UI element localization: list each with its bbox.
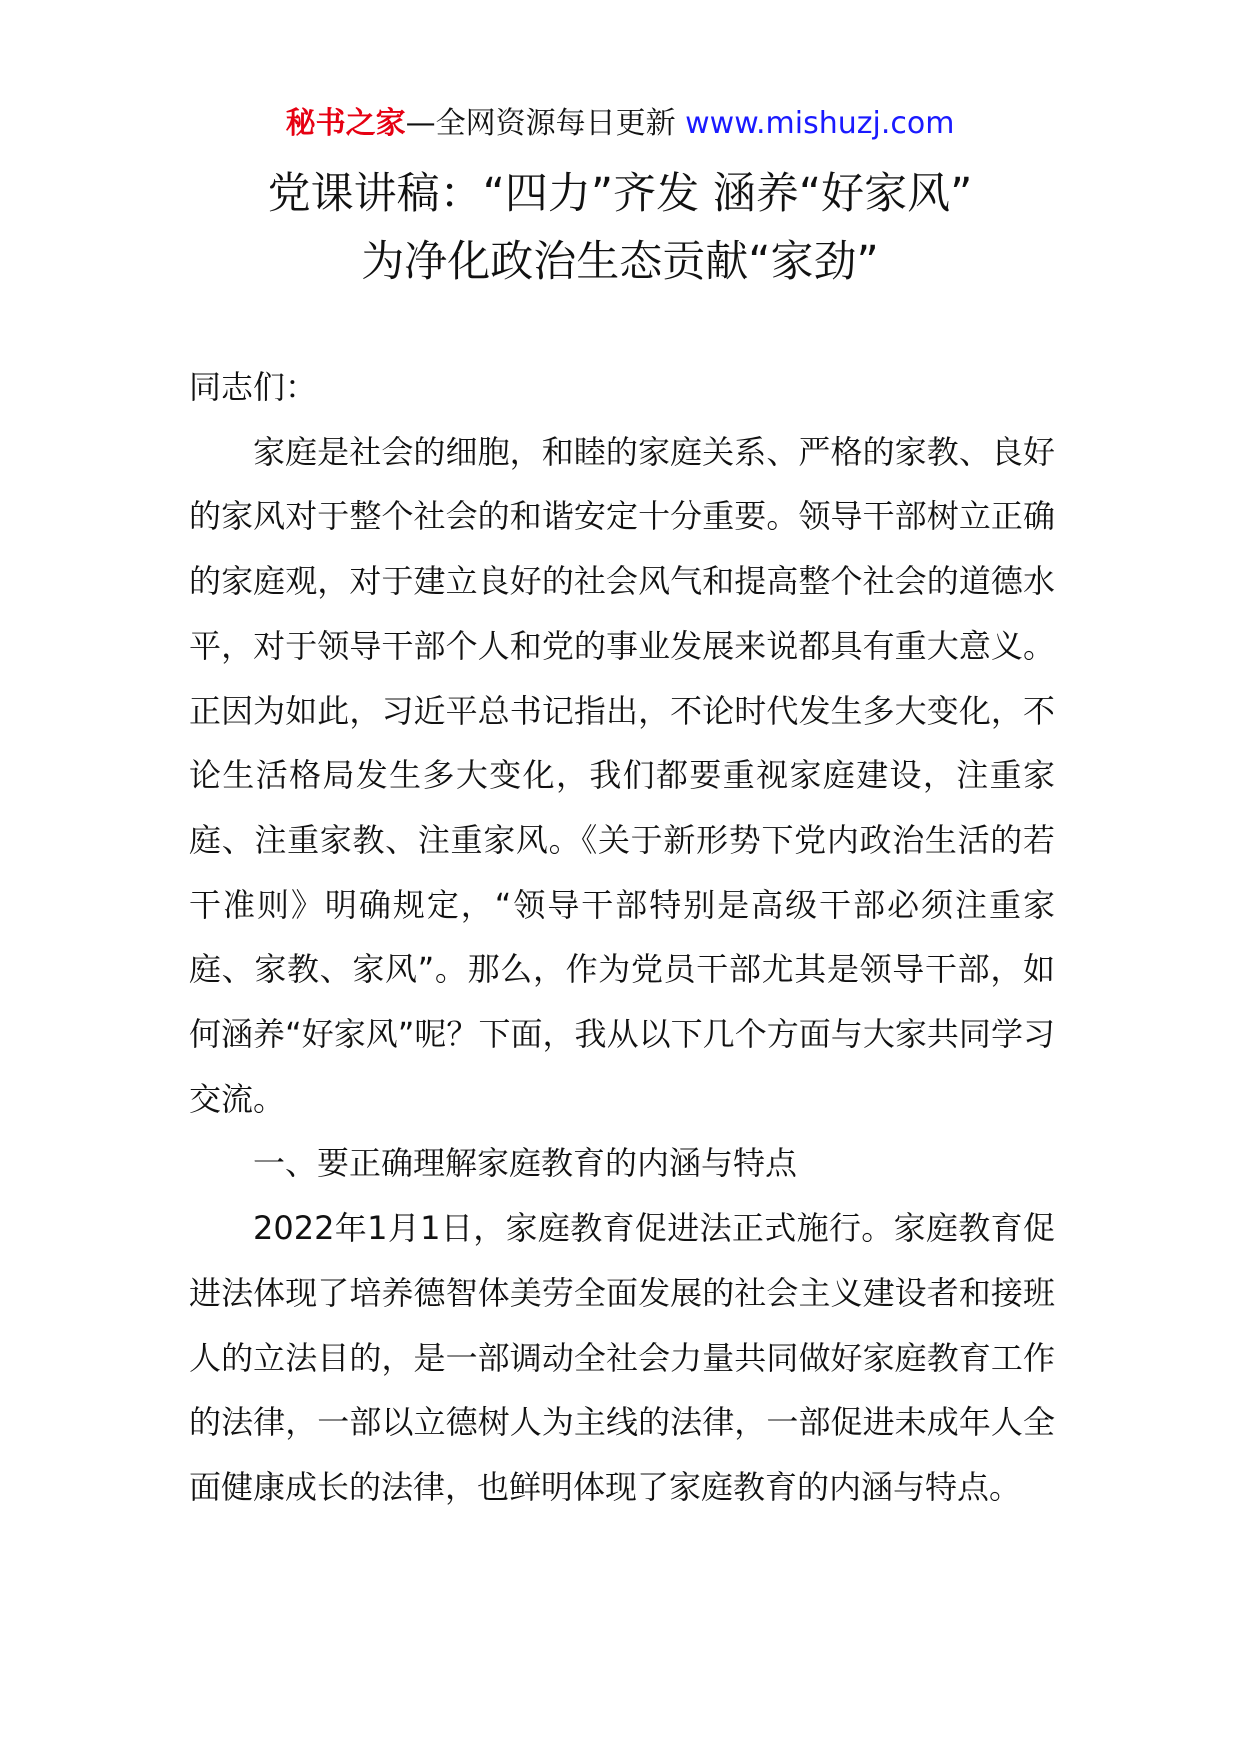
site-brand: 秘书之家	[285, 106, 406, 141]
site-header	[0, 104, 1240, 144]
title-line-2: 为净化政治生态贡献“家劲”	[361, 237, 879, 287]
body-paragraph-2: 2022年1月1日，家庭教育促进法正式施行。家庭教育促进法体现了培养德智体美劳全面发展的社会主义建设者和接班人的立法目的，是一部调动全社会力量共同做好家庭教育工作的法律，一部以立德树人为主线的法律，一部促进未成年人全面健康成长的法律，也鲜明体现了家庭教育的内涵与特点。	[189, 1209, 1055, 1506]
section-heading-1: 一、要正确理解家庭教育的内涵与特点	[253, 1144, 798, 1183]
site-url-link[interactable]: www.mishuzj.com	[685, 106, 955, 141]
title-line-1: 党课讲稿：“四力”齐发 涵养“好家风”	[267, 169, 973, 219]
site-tagline: —全网资源每日更新	[405, 106, 676, 141]
document-body	[189, 355, 1055, 1520]
salutation: 同志们：	[189, 368, 318, 406]
document-title	[0, 160, 1240, 296]
body-paragraph-1: 家庭是社会的细胞，和睦的家庭关系、严格的家教、良好的家风对于整个社会的和谐安定十分重要。领导干部树立正确的家庭观，对于建立良好的社会风气和提高整个社会的道德水平，对于领导干部个人和党的事业发展来说都具有重大意义。正因为如此，习近平总书记指出，不论时代发生多大变化，不论生活格局发生多大变化，我们都要重视家庭建设，注重家庭、注重家教、注重家风。《关于新形势下党内政治生活的若干准则》明确规定，“领导干部特别是高级干部必须注重家庭、家教、家风”。那么，作为党员干部尤其是领导干部，如何涵养“好家风”呢？下面，我从以下几个方面与大家共同学习交流。	[189, 432, 1055, 1118]
